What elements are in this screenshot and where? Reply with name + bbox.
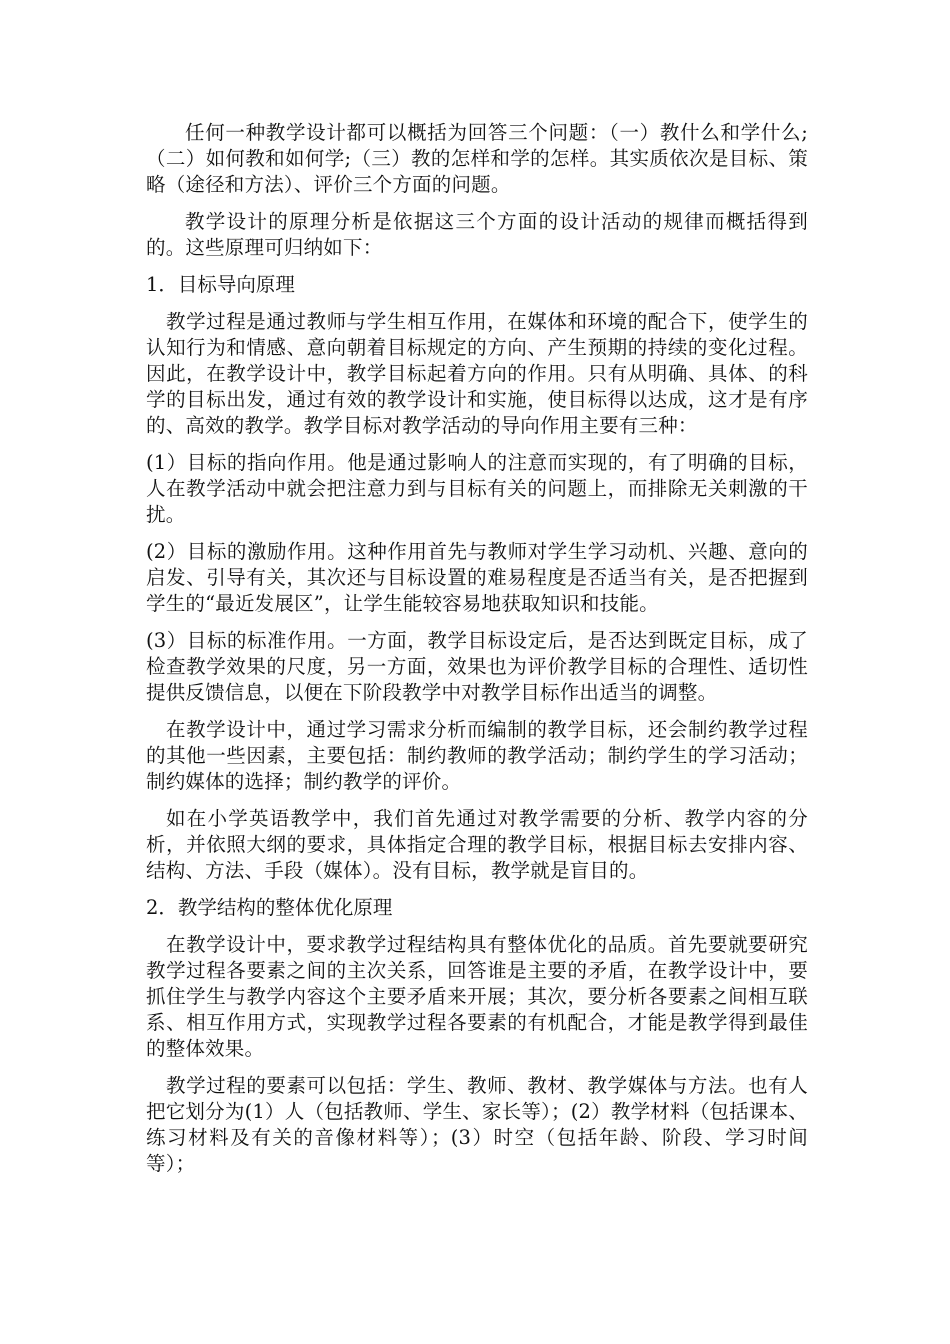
goal-orientation-paragraph: 教学过程是通过教师与学生相互作用，在媒体和环境的配合下，使学生的认知行为和情感、意向朝着目标规定的方向、产生预期的持续的变化过程。因此，在教学设计中，教学目标起着方向的作用。只有从明确、具体、的科学的目标出发，通过有效的教学设计和实施，使目标得以达成，这才是有序的、高效的教学。教学目标对教学活动的导向作用主要有三种：	[146, 310, 808, 437]
section-heading-goal-orientation: 1．目标导向原理	[146, 273, 295, 296]
document-page	[146, 120, 808, 1188]
principles-intro-paragraph: 教学设计的原理分析是依据这三个方面的设计活动的规律而概括得到的。这些原理可归纳如下：	[146, 210, 808, 259]
directing-role-paragraph: (1）目标的指向作用。他是通过影响人的注意而实现的，有了明确的目标，人在教学活动中就会把注意力到与目标有关的问题上，而排除无关刺激的干扰。	[146, 451, 808, 526]
section-heading-structure-optimization: 2．教学结构的整体优化原理	[146, 896, 393, 919]
constraints-paragraph: 在教学设计中，通过学习需求分析而编制的教学目标，还会制约教学过程的其他一些因素，主要包括：制约教师的教学活动；制约学生的学习活动；制约媒体的选择；制约教学的评价。	[146, 718, 808, 793]
intro-paragraph: 任何一种教学设计都可以概括为回答三个问题：（一）教什么和学什么;（二）如何教和如何学;（三）教的怎样和学的怎样。其实质依次是目标、策略（途径和方法）、评价三个方面的问题。	[146, 121, 808, 196]
english-example-paragraph: 如在小学英语教学中，我们首先通过对教学需要的分析、教学内容的分析，并依照大纲的要求，具体指定合理的教学目标，根据目标去安排内容、结构、方法、手段（媒体）。没有目标，教学就是盲目的。	[146, 807, 808, 882]
motivating-role-paragraph: (2）目标的激励作用。这种作用首先与教师对学生学习动机、兴趣、意向的启发、引导有关，其次还与目标设置的难易程度是否适当有关，是否把握到学生的“最近发展区”，让学生能较容易地获取知识和技能。	[146, 540, 808, 615]
standard-role-paragraph: (3）目标的标准作用。一方面，教学目标设定后，是否达到既定目标，成了检查教学效果的尺度，另一方面，效果也为评价教学目标的合理性、适切性提供反馈信息，以便在下阶段教学中对教学目标作出适当的调整。	[146, 629, 808, 704]
structure-optimization-paragraph: 在教学设计中，要求教学过程结构具有整体优化的品质。首先要就要研究教学过程各要素之间的主次关系，回答谁是主要的矛盾，在教学设计中，要抓住学生与教学内容这个主要矛盾来开展；其次，要分析各要素之间相互联系、相互作用方式，实现教学过程各要素的有机配合，才能是教学得到最佳的整体效果。	[146, 933, 808, 1060]
teaching-elements-paragraph: 教学过程的要素可以包括：学生、教师、教材、教学媒体与方法。也有人把它划分为(1）人（包括教师、学生、家长等）；(2）教学材料（包括课本、练习材料及有关的音像材料等）；(3）时空（包括年龄、阶段、学习时间等）；	[146, 1074, 808, 1175]
